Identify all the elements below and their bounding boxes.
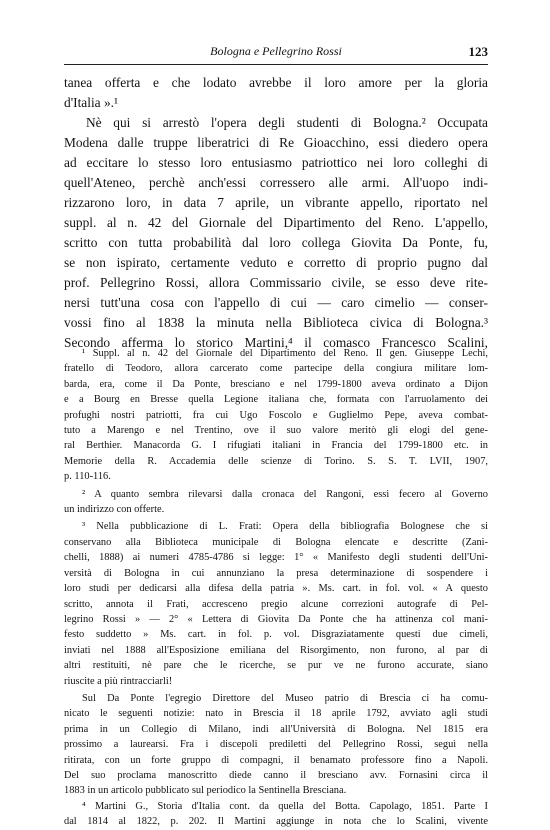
footnote-1-line: fratello di Teodoro, allora carcerato come partecipe della congiura militare lom- <box>64 363 488 375</box>
text-line: Nè qui si arrestò l'opera degli studenti di Bologna.² Occupata <box>86 115 488 130</box>
footnote-1-line: Memorie della R. Accademia delle scienze di Torino. S. S. T. LVII, 1907, <box>64 455 488 467</box>
text-line: quell'Ateneo, perchè anch'essi corressero alle armi. All'uopo indi- <box>64 175 488 190</box>
text-line: ad eccitare lo stesso loro entusiasmo patriottico nei loro colleghi di <box>64 155 488 170</box>
footnote-3b-line: prima in un Collegio di Milano, indi all'Università di Bologna. Nel 1815 era <box>64 723 488 735</box>
footnote-3b-line: nicato le seguenti notizie: nato in Brescia il 18 aprile 1792, avviato agli studi <box>64 708 488 720</box>
text-line: prof. Pellegrino Rossi, allora Commissario civile, se esso deve rite- <box>64 275 488 290</box>
footnote-1-line: profughi nostri patriotti, fra cui Ugo Foscolo e Guglielmo Pepe, aveva combat- <box>64 409 488 421</box>
page-number: 123 <box>468 44 488 59</box>
footnote-1-line: p. 110-116. <box>64 471 111 483</box>
footnote-3-line: legrino Rossi » — 2° « Lettera di Giovita Da Ponte che ha attinenza col mani- <box>64 613 488 625</box>
text-line: d'Italia ».¹ <box>64 95 119 110</box>
main-text <box>64 73 488 353</box>
footnote-3-line: altri restituiti, nè pare che le ricerche, se pur ve ne furono accurate, siano <box>64 660 488 672</box>
footnote-3-line: loro studi per dedicarsi alla difesa della patria ». Ms. cart. in fol. vol. « A questo <box>64 583 488 595</box>
text-line: Secondo afferma lo storico Martini,⁴ il comasco Francesco Scalini, <box>64 335 488 350</box>
footnote-3b-line: prossimo a laurearsi. Fra i discepoli prediletti del Pellegrino Rossi, seguì nella <box>64 739 488 751</box>
footnote-3-line: ³ Nella pubblicazione di L. Frati: Opera della bibliografia Bolognese che si <box>82 521 488 533</box>
footnote-3-line: versità di Bologna in cui annunziano la presa determinazione di sospendere i <box>64 567 488 579</box>
footnote-4-line: dal 1814 al 1822, p. 202. Il Martini aggiunge in nota che lo Scalini, vivente <box>64 816 488 828</box>
text-line: tanea offerta e che lodato avrebbe il loro amore per la gloria <box>64 75 488 90</box>
footnote-3-line: scritto, annota il Frati, accresceno pregio alcune correzioni autografe di Pel- <box>64 598 488 610</box>
footnote-3-line: conservano alla Biblioteca municipale di Bologna elencate e descritte (Zani- <box>64 536 488 548</box>
text-line: scritto con tutta probabilità dal loro collega Giovita Da Ponte, fu, <box>64 235 488 250</box>
footnote-3b-line: Sul Da Ponte l'egregio Direttore del Museo patrio di Brescia ci ha comu- <box>82 692 488 704</box>
text-line: vossi fino al 1838 la minuta nella Biblioteca civica di Bologna.³ <box>64 315 488 330</box>
header-rule <box>64 64 488 65</box>
running-title: Bologna e Pellegrino Rossi <box>210 44 342 58</box>
footnote-4-line: ⁴ Martini G., Storia d'Italia cont. da quella del Botta. Capolago, 1851. Parte I <box>82 800 488 812</box>
footnote-3-line: inviati nel 1888 all'Esposizione emiliana del Risorgimento, non furono, al par di <box>64 644 488 656</box>
footnote-1-line: tuto a Marengo e nel Trentino, ove il suo valore meritò gli elogi del gene- <box>64 425 488 437</box>
page-header <box>64 44 488 60</box>
text-line: suppl. al n. 42 del Giornale del Dipartimento del Reno. L'appello, <box>64 215 488 230</box>
footnote-1-line: ¹ Suppl. al n. 42 del Giornale del Dipartimento del Reno. Il gen. Giuseppe Lechi, <box>82 348 488 359</box>
text-line: nersi tutt'una cosa con l'appello di cui — caro cimelio — conser- <box>64 295 488 310</box>
footnote-1-line: barda, era, come il Da Ponte, bresciano e nel 1799-1800 aveva ordinato a Dijon <box>64 378 488 390</box>
text-line: Modena dalle truppe liberatrici di Re Gioacchino, essi diedero opera <box>64 135 488 150</box>
footnote-1-line: e a Bourg en Bresse quella Legione italiana che, formata con l'arruolamento dei <box>64 394 488 406</box>
footnote-3-line: festo suddetto » Ms. cart. in fol. p. vol. Disgraziatamente questi due cimeli, <box>64 629 488 641</box>
footnote-3-line: chelli, 1888) ai numeri 4785-4786 si legge: 1° « Manifesto degli studenti dell'Uni- <box>64 552 488 564</box>
text-line: rizzarono loro, in data 7 aprile, un vibrante appello, riportato nel <box>64 195 488 210</box>
footnote-3-line: riuscite a più rintracciarli! <box>64 675 173 687</box>
footnotes <box>64 346 488 830</box>
footnote-3b-line: Del suo proclama manoscritto diede canno il bresciano avv. Fornasini circa il <box>64 769 488 781</box>
footnote-2-line: un indirizzo con offerte. <box>64 504 165 516</box>
text-line: se non ispirato, certamente veduto e corretto di proprio pugno dal <box>64 255 488 270</box>
footnote-3b-line: 1883 in un articolo pubblicato sul periodico la Sentinella Bresciana. <box>64 785 347 797</box>
footnote-3b-line: ritirata, con un forte gruppo di compagni, il benamato professore fino a Napoli. <box>64 754 488 766</box>
footnote-2-line: ² A quanto sembra rilevarsi dalla cronaca del Rangoni, essi fecero al Governo <box>82 488 488 500</box>
footnote-1-line: ral Berthier. Manacorda G. I rifugiati italiani in Francia del 1799-1800 etc. in <box>64 440 488 452</box>
